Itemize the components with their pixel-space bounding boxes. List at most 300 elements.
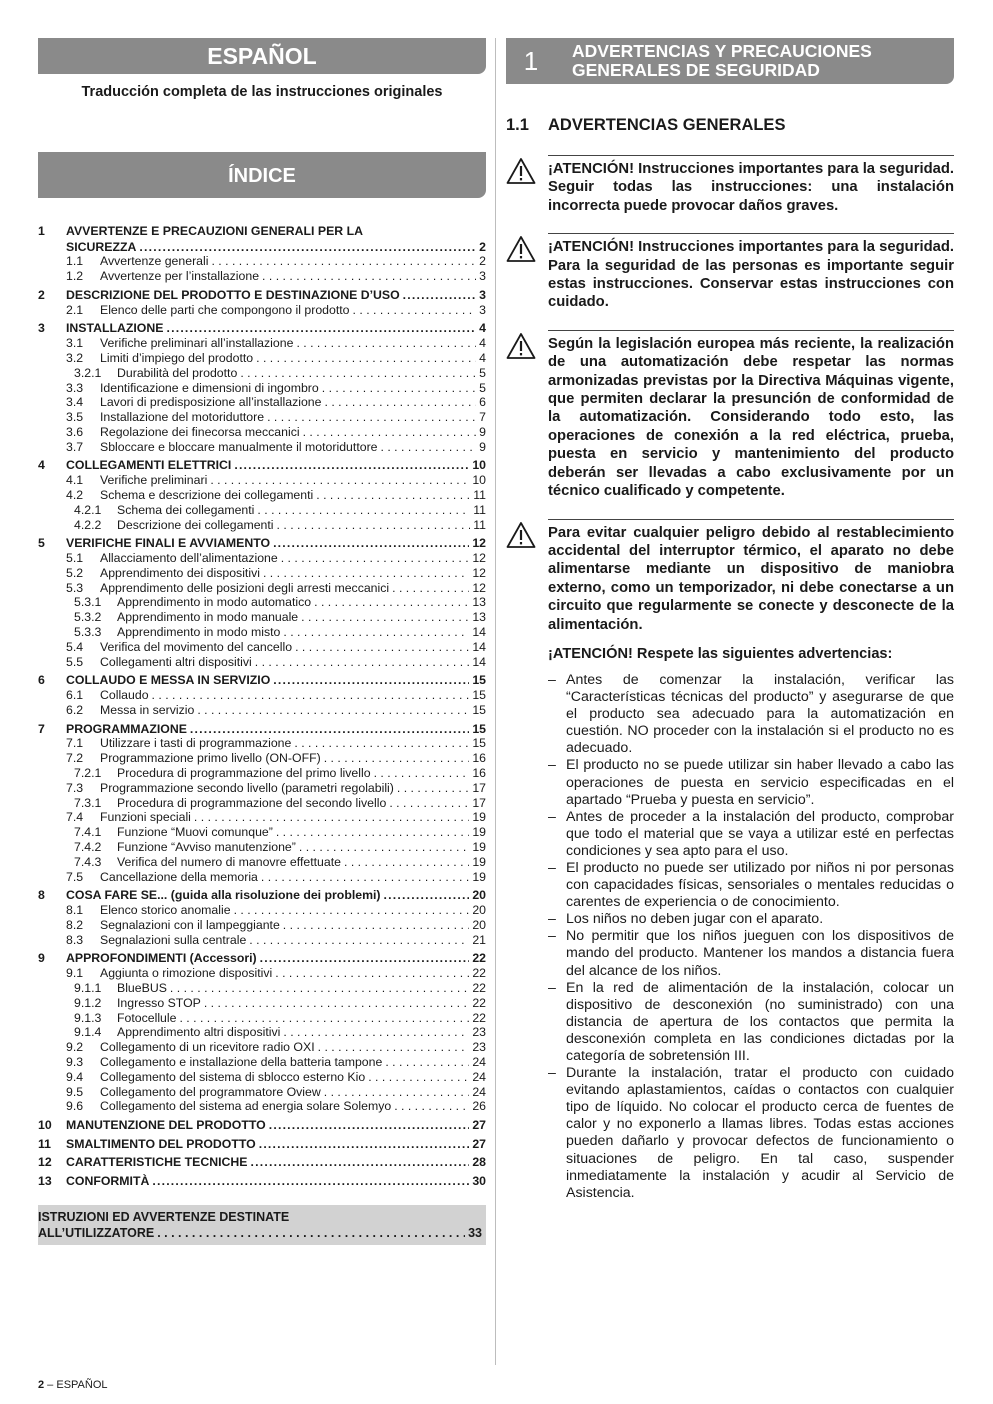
toc-entry-title: Verifiche preliminari (100, 473, 208, 488)
toc-entry-subnumber: 9.3 (66, 1054, 84, 1069)
section-banner (506, 38, 954, 84)
warning-text: ¡ATENCIÓN! Instrucciones importantes para la seguridad. Seguir todas las instrucciones: una instalación incorrecta puede provocar daños graves. (548, 155, 954, 215)
toc-entry-number: 8 (38, 888, 45, 903)
toc-entry-page: 13 (472, 610, 486, 625)
toc-leader-dots (251, 1155, 470, 1170)
toc-entry[interactable] (38, 933, 486, 948)
toc-entry[interactable] (38, 321, 486, 336)
toc-entry[interactable] (38, 551, 486, 566)
toc-entry[interactable] (38, 951, 486, 966)
toc-entry[interactable] (38, 996, 486, 1011)
warning-block (506, 155, 954, 215)
toc-entry-title: Funzioni speciali (100, 810, 191, 825)
bullet-list (548, 672, 954, 1202)
toc-final-entry[interactable] (38, 1205, 486, 1245)
toc-entry-subnumber: 7.4.2 (74, 840, 102, 854)
column-divider (495, 38, 496, 1365)
toc-entry-title: Allacciamento dell’alimentazione (100, 551, 278, 566)
language-title: ESPAÑOL (38, 38, 486, 74)
toc-entry-page: 30 (472, 1174, 486, 1189)
toc-entry-title: INSTALLAZIONE (66, 321, 164, 336)
toc-entry-subnumber: 5.5 (66, 654, 84, 669)
toc-entry[interactable] (38, 1085, 486, 1100)
toc-leader-dots (299, 840, 469, 855)
toc-entry[interactable] (38, 566, 486, 581)
warning-triangle-icon (506, 330, 548, 501)
toc-entry-subnumber: 8.2 (66, 917, 84, 932)
toc-entry-number: 13 (38, 1174, 52, 1189)
toc-entry[interactable] (38, 410, 486, 425)
toc-entry-title: Procedura di programmazione del secondo livello (117, 795, 387, 810)
toc-entry-subnumber: 9.1.3 (74, 1010, 102, 1025)
toc-entry-title: Aggiunta o rimozione dispositivi (100, 966, 273, 981)
toc-leader-dots (273, 673, 469, 688)
warnings-list (506, 155, 954, 634)
toc-entry-subnumber: 5.4 (66, 639, 84, 654)
toc-leader-dots (263, 566, 469, 581)
toc-entry-page: 4 (479, 321, 486, 336)
toc-entry-title: Installazione del motoriduttore (100, 410, 265, 425)
toc-entry[interactable] (38, 688, 486, 703)
toc-leader-dots (283, 918, 470, 933)
toc-entry-number: 1 (38, 224, 45, 239)
toc-entry[interactable] (38, 703, 486, 718)
toc-entry-title: Apprendimento in modo automatico (117, 595, 312, 610)
toc-leader-dots (190, 722, 469, 737)
section-title (572, 42, 872, 80)
toc-leader-dots (211, 254, 476, 269)
toc-entry[interactable] (38, 595, 486, 610)
toc-leader-dots (301, 610, 469, 625)
toc-entry-page: 23 (472, 1025, 486, 1040)
list-item-text: Antes de proceder a la instalación del producto, comprobar que todo el material que se vaya a utilizar esté en perfectas condiciones y sea apto para el uso. (566, 808, 954, 859)
toc-entry[interactable] (38, 336, 486, 351)
toc-entry-page: 7 (479, 410, 486, 425)
toc-entry-page: 19 (472, 854, 486, 869)
toc-final-line1: ISTRUZIONI ED AVVERTENZE DESTINATE (38, 1209, 290, 1224)
toc-leader-dots (179, 1011, 469, 1026)
toc-entry-subnumber: 5.2 (66, 565, 84, 580)
toc-entry-title: Descrizione dei collegamenti (117, 517, 274, 532)
index-title: ÍNDICE (38, 152, 486, 198)
toc-entry-page: 14 (472, 654, 486, 669)
toc-entry-number: 11 (38, 1136, 51, 1151)
toc-entry-subnumber: 5.3.2 (74, 610, 102, 625)
toc-leader-dots (139, 240, 476, 255)
bullet-dash: – (548, 757, 556, 774)
toc-entry-title: Identificazione e dimensioni di ingombro (100, 380, 319, 395)
toc-entry[interactable] (38, 1174, 486, 1189)
toc-leader-dots (194, 810, 469, 825)
warning-text: Según la legislación europea más reciente, la realización de una automatización debe respetar las normas armonizadas previstas por la Directiva Máquinas vigente, que permiten declarar la presunción de conformidad de la automatización. Considerando todo esto, las operaciones de conexión a la red eléctrica, prueba, puesta en servicio y mantenimiento del producto deberán ser llevadas a cabo exclusivamente por un técnico cualificado y competente. (548, 330, 954, 501)
toc-entry-page: 12 (472, 551, 486, 566)
toc-entry-page: 10 (472, 458, 486, 473)
toc-entry-page: 27 (472, 1118, 486, 1133)
toc-entry-page: 15 (472, 702, 486, 717)
toc-entry-title: Schema e descrizione dei collegamenti (100, 488, 314, 502)
toc-leader-dots (389, 796, 469, 811)
toc-leader-dots (249, 933, 469, 948)
toc-entry-page: 20 (472, 917, 486, 932)
list-item (548, 672, 954, 757)
toc-entry-page: 14 (472, 625, 486, 640)
toc-entry-title: Collaudo (100, 688, 149, 703)
toc-leader-dots (283, 625, 469, 640)
toc-entry-title: VERIFICHE FINALI E AVVIAMENTO (66, 536, 271, 551)
toc-entry-title: SMALTIMENTO DEL PRODOTTO (66, 1136, 256, 1151)
toc-entry[interactable] (38, 473, 486, 488)
toc-leader-dots (277, 518, 471, 533)
toc-entry[interactable] (38, 840, 486, 855)
toc-entry-subnumber: 5.3.3 (74, 625, 102, 640)
toc-entry[interactable] (38, 581, 486, 596)
toc-entry[interactable] (38, 351, 486, 366)
toc-entry-page: 11 (473, 488, 486, 502)
toc-entry[interactable] (38, 918, 486, 933)
toc-entry-title: Elenco storico anomalie (100, 903, 231, 918)
toc-entry[interactable] (38, 1040, 486, 1055)
toc-entry[interactable] (38, 781, 486, 796)
toc-entry-subnumber: 7.2.1 (74, 766, 102, 781)
toc-entry[interactable] (38, 287, 486, 302)
toc-entry[interactable] (38, 366, 486, 381)
toc-entry[interactable] (38, 395, 486, 410)
toc-entry-title: Cancellazione della memoria (100, 869, 258, 884)
toc-entry[interactable] (38, 981, 486, 996)
left-column (38, 38, 486, 1245)
toc-entry-page: 22 (472, 995, 486, 1010)
toc-entry[interactable] (38, 888, 486, 903)
list-item (548, 980, 954, 1065)
toc-entry-title: Verifica del movimento del cancello (100, 639, 293, 654)
toc-entry[interactable] (38, 625, 486, 640)
toc-entry[interactable] (38, 488, 486, 503)
toc-leader-dots (314, 595, 469, 610)
toc-entry-subnumber: 3.1 (66, 336, 84, 351)
toc-entry-subnumber: 1.1 (66, 254, 84, 269)
toc-entry-page: 22 (472, 980, 486, 995)
list-item (548, 809, 954, 860)
toc-entry-subnumber: 2.1 (66, 302, 84, 317)
toc-entry[interactable] (38, 518, 486, 533)
bullet-dash: – (548, 911, 556, 928)
toc-entry-title: Verifica del numero di manovre effettuate (117, 854, 341, 869)
toc-entry[interactable] (38, 458, 486, 473)
toc-leader-dots (256, 351, 476, 366)
toc-leader-dots (267, 410, 476, 425)
warning-block (506, 233, 954, 312)
toc-entry-title: BlueBUS (117, 980, 167, 995)
toc-entry[interactable] (38, 1055, 486, 1070)
toc-entry-page: 20 (472, 903, 486, 918)
toc-entry-title: Messa in servizio (100, 702, 195, 717)
toc-leader-dots (381, 440, 477, 455)
toc-leader-dots (324, 1085, 470, 1100)
subsection-title: ADVERTENCIAS GENERALES (548, 116, 786, 134)
toc-leader-dots (374, 766, 470, 781)
toc-entry-subnumber: 4.1 (66, 473, 84, 488)
toc-entry-title: Segnalazioni sulla centrale (100, 932, 247, 947)
toc-leader-dots (269, 1118, 470, 1133)
toc-entry[interactable] (38, 1136, 486, 1151)
toc-entry-page: 20 (472, 888, 486, 903)
toc-entry-subnumber: 9.1.4 (74, 1025, 102, 1040)
list-item-text: Durante la instalación, tratar el producto con cuidado evitando aplastamientos, caídas o contactos con cualquier tipo de líquido. No colocar el producto cerca de fuentes de calor y no exponerlo a llamas libres. Todas estas acciones pueden dañarlo y provocar defectos de funcionamiento o situaciones de peligro. En tal caso, suspender inmediatamente la instalación y acudir al Servicio de Asistencia. (566, 1065, 954, 1201)
list-item (548, 757, 954, 808)
toc-entry-title: Apprendimento dei dispositivi (100, 565, 260, 580)
toc-entry-page: 9 (479, 439, 486, 454)
toc-entry-number: 4 (38, 458, 45, 473)
toc-leader-dots (384, 888, 470, 903)
toc-leader-dots (394, 1099, 469, 1114)
toc-entry-subnumber: 9.1 (66, 966, 84, 981)
toc-entry-subnumber: 7.3.1 (74, 795, 102, 810)
toc-leader-dots (385, 1055, 469, 1070)
toc-leader-dots (353, 303, 477, 318)
warning-triangle-icon (506, 155, 548, 215)
toc-entry-subnumber: 3.4 (66, 395, 84, 410)
attention-heading: ¡ATENCIÓN! Respete las siguientes advertencias: (548, 645, 893, 662)
toc-entry[interactable] (38, 1011, 486, 1026)
toc-entry-subnumber: 8.1 (66, 903, 84, 918)
toc-entry[interactable] (38, 239, 486, 254)
toc-entry-page: 16 (472, 766, 486, 781)
toc-entry[interactable] (38, 1155, 486, 1170)
toc-leader-dots (260, 951, 470, 966)
toc-leader-dots (324, 751, 470, 766)
toc-entry-page: 2 (479, 239, 486, 254)
section-number: 1 (523, 45, 539, 76)
toc-entry-title: AVVERTENZE E PRECAUZIONI GENERALI PER LA (66, 224, 363, 239)
toc-entry-number: 5 (38, 536, 45, 551)
warning-triangle-icon (506, 519, 548, 634)
toc-entry-subnumber: 4.2.1 (74, 502, 102, 517)
toc-entry[interactable] (38, 870, 486, 885)
toc-entry[interactable] (38, 224, 486, 239)
toc-entry[interactable] (38, 303, 486, 318)
toc-entry-page: 19 (472, 825, 486, 840)
toc-entry[interactable] (38, 825, 486, 840)
toc-entry-title: COLLAUDO E MESSA IN SERVIZIO (66, 673, 271, 688)
toc-entry-title: Apprendimento altri dispositivi (117, 1025, 281, 1040)
toc-leader-dots (318, 1040, 470, 1055)
toc-entry-page: 12 (472, 565, 486, 580)
toc-entry[interactable] (38, 855, 486, 870)
toc-entry-title: Collegamento del programmatore Oview (100, 1084, 321, 1099)
toc-entry-title: SICUREZZA (66, 239, 137, 254)
toc-entry-title: Sbloccare e bloccare manualmente il motoriduttore (100, 439, 378, 454)
toc-entry[interactable] (38, 425, 486, 440)
toc-entry-subnumber: 3.3 (66, 380, 84, 395)
toc-entry-title: Collegamento e installazione della batteria tampone (100, 1054, 383, 1069)
toc-entry-subnumber: 6.1 (66, 688, 84, 703)
toc-entry-subnumber: 8.3 (66, 932, 84, 947)
toc-entry-subnumber: 9.1.1 (74, 980, 102, 995)
toc-entry-page: 3 (479, 302, 486, 317)
bullet-dash: – (548, 928, 556, 945)
toc-leader-dots (303, 425, 477, 440)
toc-leader-dots (296, 336, 476, 351)
toc-entry-subnumber: 3.6 (66, 424, 84, 439)
toc-entry-title: Funzione “Avviso manutenzione” (117, 840, 296, 854)
toc-entry-title: MANUTENZIONE DEL PRODOTTO (66, 1118, 266, 1133)
toc-leader-dots (166, 321, 476, 336)
toc-leader-dots (295, 640, 469, 655)
toc-entry[interactable] (38, 796, 486, 811)
toc-entry[interactable] (38, 254, 486, 269)
toc-entry-title: Verifiche preliminari all’installazione (100, 336, 294, 351)
toc-leader-dots (344, 855, 469, 870)
toc-entry[interactable] (38, 440, 486, 455)
footer-separator: – (44, 1379, 57, 1391)
toc-entry[interactable] (38, 1118, 486, 1133)
toc-entry-title: CARATTERISTICHE TECNICHE (66, 1155, 248, 1170)
toc-entry-number: 3 (38, 321, 45, 336)
toc-final-page: 33 (468, 1225, 482, 1240)
subsection-number: 1.1 (506, 116, 529, 134)
bullet-dash: – (548, 808, 556, 825)
toc-entry[interactable] (38, 1099, 486, 1114)
toc-entry-subnumber: 7.4.3 (74, 854, 102, 869)
toc-leader-dots (262, 269, 476, 284)
toc-entry[interactable] (38, 810, 486, 825)
subtitle: Traducción completa de las instrucciones originales (81, 84, 443, 100)
toc-entry-subnumber: 9.4 (66, 1069, 84, 1084)
bullet-dash: – (548, 859, 556, 876)
toc-leader-dots (392, 581, 469, 596)
toc-entry-page: 27 (472, 1136, 486, 1151)
list-item-text: Los niños no deben jugar con el aparato. (566, 911, 824, 928)
toc-entry[interactable] (38, 269, 486, 284)
toc-entry-title: Collegamento di un ricevitore radio OXI (100, 1040, 315, 1055)
toc-entry-subnumber: 4.2.2 (74, 517, 102, 532)
toc-entry-subnumber: 4.2 (66, 488, 84, 502)
toc-entry-title: Collegamento del sistema ad energia solare Solemyo (100, 1099, 392, 1114)
toc-entry-title: Lavori di predisposizione all’installazione (100, 395, 322, 410)
toc-entry-page: 15 (472, 721, 486, 736)
toc-entry-subnumber: 7.2 (66, 751, 84, 766)
toc-leader-dots (397, 781, 469, 796)
toc-entry-number: 12 (38, 1155, 52, 1170)
toc-entry-page: 15 (472, 673, 486, 688)
toc-entry-page: 6 (479, 395, 486, 410)
toc-entry-title: Funzione “Muovi comunque” (117, 825, 273, 840)
toc-entry-page: 12 (472, 580, 486, 595)
toc-leader-dots (255, 655, 470, 670)
list-item-text: El producto no puede ser utilizado por niños ni por personas con capacidades físicas, sensoriales o mentales reducidas o carentes de experiencia o de conocimiento. (566, 859, 954, 911)
toc-entry-number: 7 (38, 721, 45, 736)
section-title-line2: GENERALES DE SEGURIDAD (572, 60, 820, 80)
toc-entry[interactable] (38, 1070, 486, 1085)
warning-text: ¡ATENCIÓN! Instrucciones importantes para la seguridad. Para la seguridad de las personas es importante seguir estas instrucciones. Conservar estas instrucciones con cuidado. (548, 233, 954, 312)
toc-entry[interactable] (38, 610, 486, 625)
toc-entry-title: Ingresso STOP (117, 995, 201, 1010)
list-item (548, 928, 954, 979)
toc-entry[interactable] (38, 966, 486, 981)
toc-entry-subnumber: 9.2 (66, 1040, 84, 1055)
toc-entry-subnumber: 7.3 (66, 780, 84, 795)
toc-entry-title: Apprendimento delle posizioni degli arresti meccanici (100, 580, 390, 595)
toc-entry[interactable] (38, 536, 486, 551)
toc-entry-page: 22 (472, 951, 486, 966)
toc-entry-page: 22 (472, 1010, 486, 1025)
toc-entry-title: Schema dei collegamenti (117, 502, 255, 517)
toc-entry-title: Elenco delle parti che compongono il prodotto (100, 302, 350, 317)
bullet-dash: – (548, 979, 556, 996)
toc-entry-title: Fotocellule (117, 1010, 177, 1025)
toc-entry-title: Segnalazioni con il lampeggiante (100, 917, 280, 932)
toc-entry-title: Apprendimento in modo manuale (117, 610, 299, 625)
bullet-dash: – (548, 671, 556, 688)
toc-entry[interactable] (38, 1025, 486, 1040)
toc-entry-page: 5 (479, 380, 486, 395)
toc-entry-subnumber: 7.4.1 (74, 825, 102, 840)
toc-entry-subnumber: 3.2 (66, 350, 84, 365)
toc-leader-dots (322, 381, 476, 396)
toc-leader-dots (273, 536, 469, 551)
toc-entry-title: PROGRAMMAZIONE (66, 721, 187, 736)
subsection-heading (506, 116, 954, 135)
toc-entry[interactable] (38, 655, 486, 670)
toc-entry-page: 24 (472, 1084, 486, 1099)
toc-entry-page: 4 (479, 350, 486, 365)
toc-entry-subnumber: 7.4 (66, 810, 84, 825)
toc-entry-page: 11 (473, 502, 486, 517)
toc-entry[interactable] (38, 381, 486, 396)
toc-entry-subnumber: 3.7 (66, 439, 84, 454)
toc-entry-title: Programmazione primo livello (ON-OFF) (100, 751, 321, 766)
toc-leader-dots (204, 996, 469, 1011)
toc-entry[interactable] (38, 903, 486, 918)
toc-leader-dots (234, 458, 469, 473)
toc-entry[interactable] (38, 721, 486, 736)
toc-entry-page: 21 (472, 932, 486, 947)
toc-entry-subnumber: 6.2 (66, 702, 84, 717)
toc-entry[interactable] (38, 751, 486, 766)
toc-entry-number: 6 (38, 673, 45, 688)
toc-leader-dots (170, 981, 469, 996)
toc-entry[interactable] (38, 640, 486, 655)
toc-entry-subnumber: 9.5 (66, 1084, 84, 1099)
toc-entry-subnumber: 7.1 (66, 736, 84, 751)
toc-entry-page: 12 (472, 536, 486, 551)
toc-leader-dots (276, 825, 469, 840)
list-item-text: No permitir que los niños jueguen con los dispositivos de mando del producto. Mantener los mandos a distancia fuera del alcance de los niños. (566, 928, 954, 979)
toc-final-line2: ALL’UTILIZZATORE (38, 1225, 155, 1240)
toc-entry[interactable] (38, 736, 486, 751)
toc-entry-subnumber: 5.1 (66, 551, 84, 566)
toc-entry-title: Collegamento del sistema di sblocco esterno Kio (100, 1069, 366, 1084)
toc-entry-number: 2 (38, 287, 45, 302)
toc-leader-dots (259, 1137, 470, 1152)
toc-entry-title: COSA FARE SE... (guida alla risoluzione dei problemi) (66, 888, 381, 903)
toc-entry[interactable] (38, 503, 486, 518)
toc-entry-page: 23 (472, 1040, 486, 1055)
warning-block (506, 330, 954, 501)
toc-entry[interactable] (38, 673, 486, 688)
toc-entry-page: 28 (472, 1155, 486, 1170)
toc-leader-dots (152, 688, 470, 703)
toc-entry-page: 17 (472, 795, 486, 810)
toc-entry-page: 15 (472, 688, 486, 703)
toc-entry-page: 26 (472, 1099, 486, 1114)
toc-entry-page: 2 (479, 254, 486, 269)
section-title-line1: ADVERTENCIAS Y PRECAUCIONES (572, 41, 872, 61)
toc-entry-page: 22 (472, 966, 486, 981)
list-item (548, 860, 954, 911)
toc-entry[interactable] (38, 766, 486, 781)
toc-entry-subnumber: 9.1.2 (74, 995, 102, 1010)
